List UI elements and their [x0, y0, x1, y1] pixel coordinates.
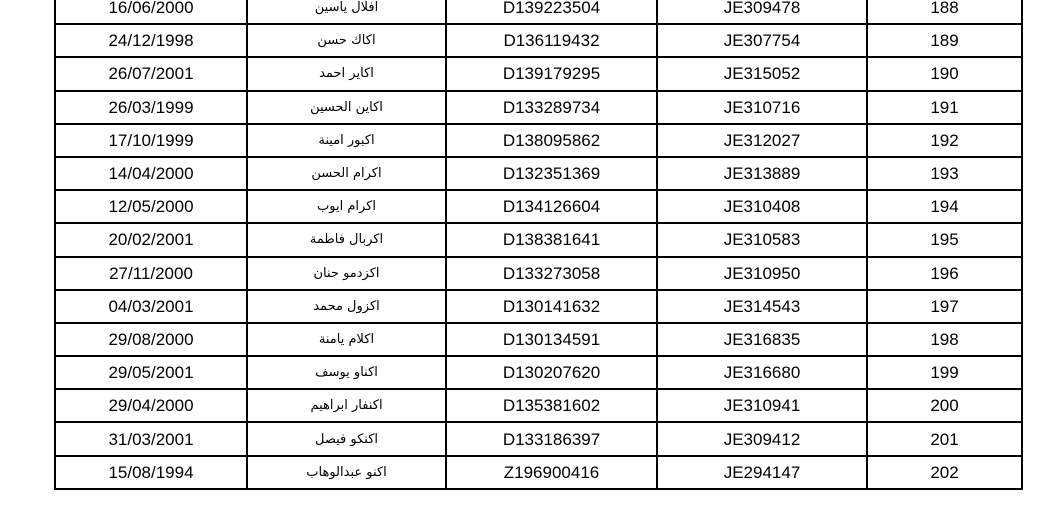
student-code-cell: JE310950: [657, 257, 867, 290]
table-row: [55, 124, 1022, 157]
birth-date-cell: 17/10/1999: [55, 124, 247, 157]
records-table-body: [55, 0, 1022, 489]
full-name-cell: اكنكو فيصل: [247, 422, 446, 455]
id-number-cell: Z196900416: [446, 456, 657, 489]
row-number-cell: 190: [867, 57, 1022, 90]
table-row: [55, 0, 1022, 24]
table-row: [55, 190, 1022, 223]
student-code-cell: JE310583: [657, 223, 867, 256]
birth-date-cell: 15/08/1994: [55, 456, 247, 489]
student-code-cell: JE313889: [657, 157, 867, 190]
id-number-cell: D132351369: [446, 157, 657, 190]
id-number-cell: D139223504: [446, 0, 657, 24]
row-number-cell: 199: [867, 356, 1022, 389]
full-name-cell: اكزول محمد: [247, 290, 446, 323]
birth-date-cell: 14/04/2000: [55, 157, 247, 190]
row-number-cell: 191: [867, 91, 1022, 124]
table-row: [55, 157, 1022, 190]
row-number-cell: 188: [867, 0, 1022, 24]
row-number-cell: 197: [867, 290, 1022, 323]
birth-date-cell: 27/11/2000: [55, 257, 247, 290]
row-number-cell: 192: [867, 124, 1022, 157]
student-code-cell: JE307754: [657, 24, 867, 57]
student-code-cell: JE316835: [657, 323, 867, 356]
birth-date-cell: 29/05/2001: [55, 356, 247, 389]
table-row: [55, 356, 1022, 389]
id-number-cell: D138095862: [446, 124, 657, 157]
row-number-cell: 201: [867, 422, 1022, 455]
full-name-cell: اكنو عبدالوهاب: [247, 456, 446, 489]
birth-date-cell: 20/02/2001: [55, 223, 247, 256]
table-row: [55, 257, 1022, 290]
birth-date-cell: 24/12/1998: [55, 24, 247, 57]
birth-date-cell: 29/08/2000: [55, 323, 247, 356]
birth-date-cell: 31/03/2001: [55, 422, 247, 455]
full-name-cell: اكلام يامنة: [247, 323, 446, 356]
table-row: [55, 57, 1022, 90]
full-name-cell: اكنفار ابراهيم: [247, 389, 446, 422]
id-number-cell: D133289734: [446, 91, 657, 124]
id-number-cell: D130207620: [446, 356, 657, 389]
full-name-cell: اكرام الحسن: [247, 157, 446, 190]
id-number-cell: D130141632: [446, 290, 657, 323]
full-name-cell: اكزدمو حنان: [247, 257, 446, 290]
full-name-cell: اكاك حسن: [247, 24, 446, 57]
table-row: [55, 223, 1022, 256]
row-number-cell: 196: [867, 257, 1022, 290]
birth-date-cell: 16/06/2000: [55, 0, 247, 24]
id-number-cell: D135381602: [446, 389, 657, 422]
table-row: [55, 456, 1022, 489]
student-code-cell: JE314543: [657, 290, 867, 323]
row-number-cell: 195: [867, 223, 1022, 256]
id-number-cell: D136119432: [446, 24, 657, 57]
id-number-cell: D138381641: [446, 223, 657, 256]
birth-date-cell: 26/07/2001: [55, 57, 247, 90]
full-name-cell: اكرام ايوب: [247, 190, 446, 223]
id-number-cell: D134126604: [446, 190, 657, 223]
full-name-cell: اكناو يوسف: [247, 356, 446, 389]
row-number-cell: 193: [867, 157, 1022, 190]
birth-date-cell: 29/04/2000: [55, 389, 247, 422]
student-code-cell: JE309478: [657, 0, 867, 24]
row-number-cell: 200: [867, 389, 1022, 422]
row-number-cell: 194: [867, 190, 1022, 223]
student-code-cell: JE312027: [657, 124, 867, 157]
student-code-cell: JE310716: [657, 91, 867, 124]
full-name-cell: اكاير احمد: [247, 57, 446, 90]
id-number-cell: D130134591: [446, 323, 657, 356]
student-code-cell: JE315052: [657, 57, 867, 90]
row-number-cell: 189: [867, 24, 1022, 57]
birth-date-cell: 04/03/2001: [55, 290, 247, 323]
id-number-cell: D133273058: [446, 257, 657, 290]
full-name-cell: اكربال فاطمة: [247, 223, 446, 256]
table-row: [55, 422, 1022, 455]
student-code-cell: JE310408: [657, 190, 867, 223]
student-code-cell: JE309412: [657, 422, 867, 455]
row-number-cell: 198: [867, 323, 1022, 356]
student-code-cell: JE294147: [657, 456, 867, 489]
row-number-cell: 202: [867, 456, 1022, 489]
student-code-cell: JE310941: [657, 389, 867, 422]
full-name-cell: افلال ياسين: [247, 0, 446, 24]
birth-date-cell: 12/05/2000: [55, 190, 247, 223]
full-name-cell: اكاين الحسين: [247, 91, 446, 124]
full-name-cell: اكبور امينة: [247, 124, 446, 157]
table-row: [55, 389, 1022, 422]
table-row: [55, 323, 1022, 356]
table-row: [55, 91, 1022, 124]
student-code-cell: JE316680: [657, 356, 867, 389]
id-number-cell: D139179295: [446, 57, 657, 90]
table-row: [55, 290, 1022, 323]
records-table: [54, 0, 1023, 490]
table-row: [55, 24, 1022, 57]
id-number-cell: D133186397: [446, 422, 657, 455]
birth-date-cell: 26/03/1999: [55, 91, 247, 124]
